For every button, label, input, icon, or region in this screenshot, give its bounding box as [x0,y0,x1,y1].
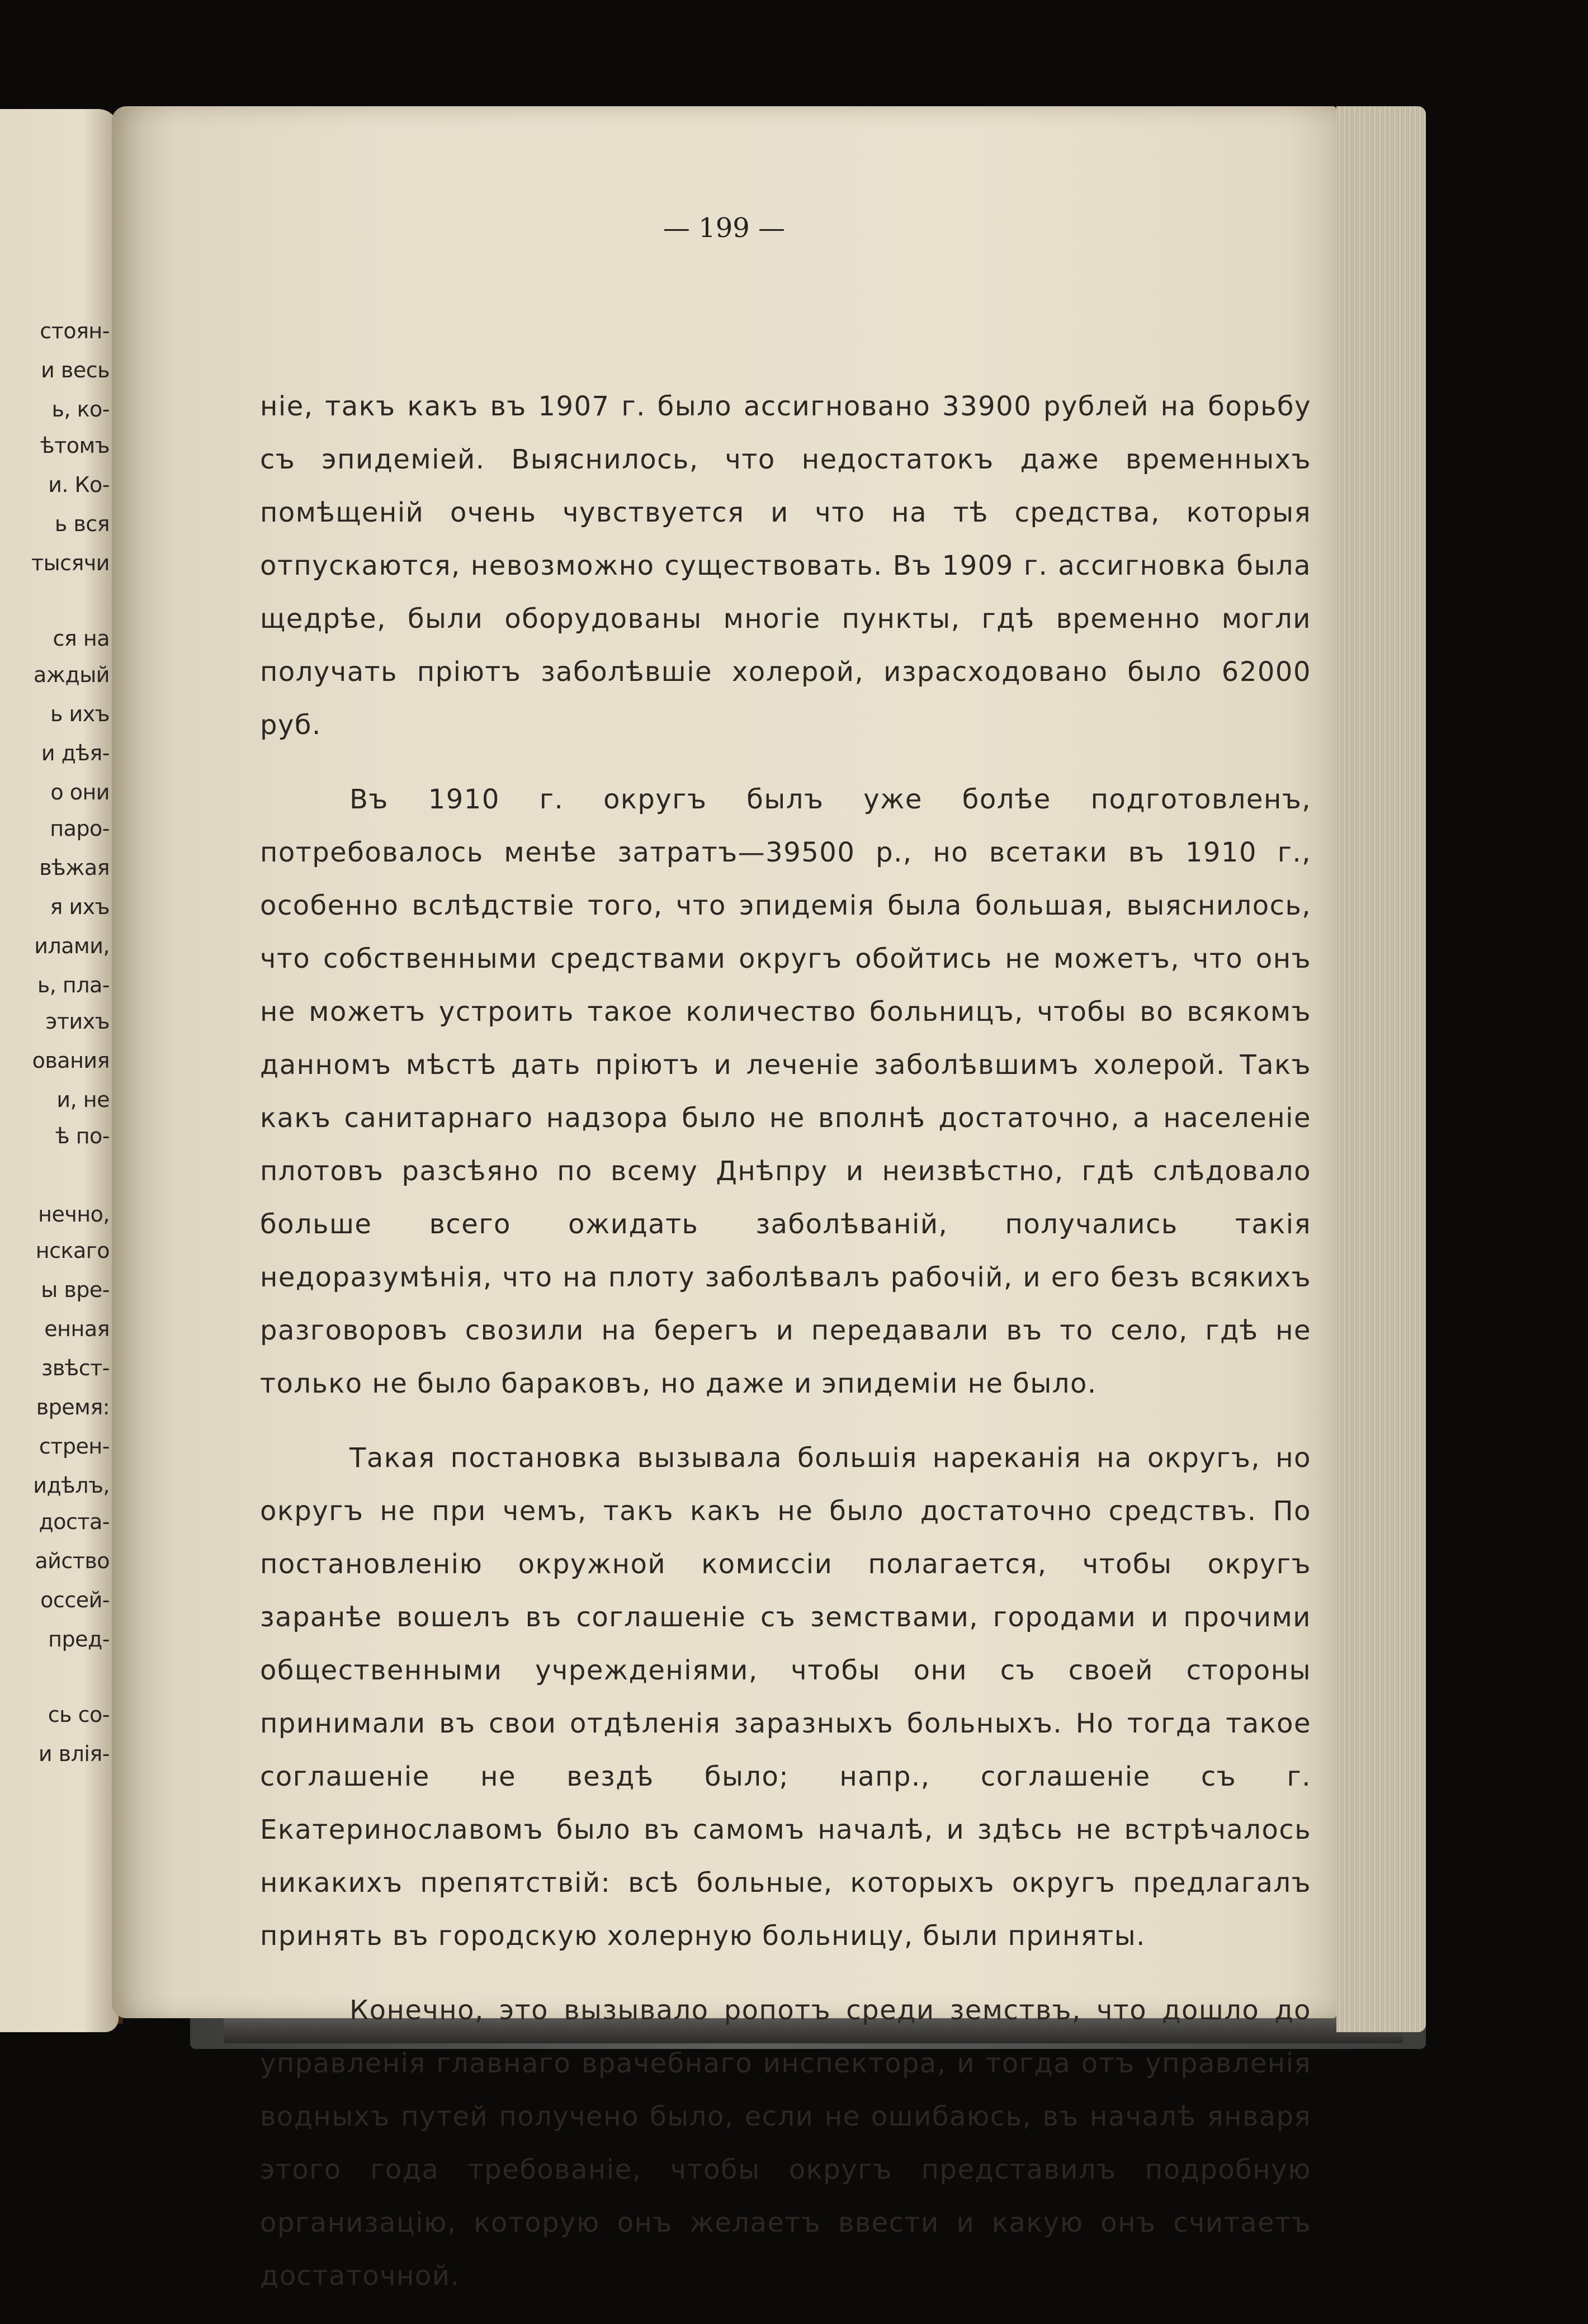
left-page-line: ѣ по- [55,1124,110,1148]
paragraph: нie, такъ какъ въ 1907 г. было ассигновано 33900 рублей на борьбу съ эпидеміей. Выяснилось, что недостатокъ даже временныхъ помѣщеній очень чувствуется и что на тѣ средства, которыя отпускаются, невозможно существовать. Въ 1909 г. ассигновка была щедрѣе, были оборудованы многіе пункты, гдѣ временно могли получать пріютъ заболѣвшіе холерой, израсходовано было 62000 руб. [260,391,1311,741]
paragraph: Такая постановка вызывала большія нареканія на округъ, но округъ не при чемъ, такъ какъ не было достаточно средствъ. По постановленію окружной комиссіи полагается, чтобы округъ заранѣе вошелъ въ соглашеніе съ земствами, городами и прочими общественными учрежденіями, чтобы они съ своей стороны принимали въ свои отдѣленія заразныхъ больныхъ. Но тогда такое соглашеніе не вездѣ было; напр., соглашеніе съ г. Екатеринославомъ было въ самомъ началѣ, и здѣсь не встрѣчалось никакихъ препятствій: всѣ больные, которыхъ округъ предлагалъ принять въ городскую холерную больницу, были приняты. [260,1442,1311,1952]
left-page-line: ь, пла- [37,973,110,997]
left-page-line: и, не [56,1087,110,1112]
left-page-line: доста- [39,1509,110,1534]
left-page-line: этихъ [45,1009,110,1034]
left-page-line: и дѣя- [41,741,110,765]
left-page-line: ования [32,1048,110,1073]
page-edges [1336,106,1426,2032]
left-page-line: енная [44,1317,110,1341]
left-page-line: ь ихъ [50,702,110,726]
paragraph: Конечно, это вызывало ропотъ среди земствъ, что дошло до управленія главнаго врачебнаго инспектора, и тогда отъ управленія водныхъ путей получено было, если не ошибаюсь, въ началѣ января этого года требованіе, чтобы округъ представилъ подробную организацію, которую онъ желаетъ ввести и какую онъ считаетъ достаточной. [260,1995,1311,2292]
left-page-line: ь вся [54,512,110,536]
left-page-line: время: [36,1395,110,1419]
left-page-line: я ихъ [50,894,110,919]
left-page-line: тысячи [31,551,110,575]
paragraph: Въ 1910 г. округъ былъ уже болѣе подготовленъ, потребовалось менѣе затратъ—39500 р., но всетаки въ 1910 г., особенно вслѣдствіе того, что эпидемія была большая, выяснилось, что собственными средствами округъ обойтись не можетъ, что онъ не можетъ устроить такое количество больницъ, чтобы во всякомъ данномъ мѣстѣ дать пріютъ и леченіе заболѣвшимъ холерой. Такъ какъ санитарнаго надзора было не вполнѣ достаточно, а населеніе плотовъ разсѣяно по всему Днѣпру и неизвѣстно, гдѣ слѣдовало больше всего ожидать заболѣваній, получались такія недоразумѣнія, что на плоту заболѣвалъ рабочій, и его безъ всякихъ разговоровъ свозили на берегъ и передавали въ то село, гдѣ не только не было бараковъ, но даже и эпидеміи не было. [260,784,1311,1399]
left-page-line: и весь [41,358,110,382]
left-page-line: ы вре- [41,1277,110,1302]
left-page-line: стрен- [39,1434,110,1459]
left-page-line: и. Ко- [48,472,110,497]
left-page-line: ѣтомъ [40,433,110,458]
left-page-line: ь, ко- [51,397,110,422]
left-page-line: паро- [50,816,110,841]
left-page-line: стоян- [40,319,110,343]
left-page-line: пред- [48,1627,110,1651]
left-page-line: айство [35,1549,110,1573]
right-page-block [112,106,1336,2292]
left-page-line: нечно, [38,1202,110,1227]
right-page [112,106,1336,2292]
left-page-line: оссей- [40,1588,110,1612]
page-number: — 199 — [663,212,786,244]
left-page [0,109,119,2032]
left-page-line: сь со- [48,1702,110,1727]
left-page-line: идѣлъ, [33,1473,110,1498]
left-page-line: ся на [53,626,110,651]
left-page-line: о они [50,780,110,804]
left-page-line: вѣжая [39,855,110,880]
body-text [260,380,1311,2324]
left-page-line: и влія- [38,1741,110,1766]
left-page-line: аждый [34,662,110,687]
left-page-line: звѣст- [41,1356,110,1380]
left-page-line: нскаго [35,1238,110,1263]
left-page-line: илами, [34,934,110,958]
